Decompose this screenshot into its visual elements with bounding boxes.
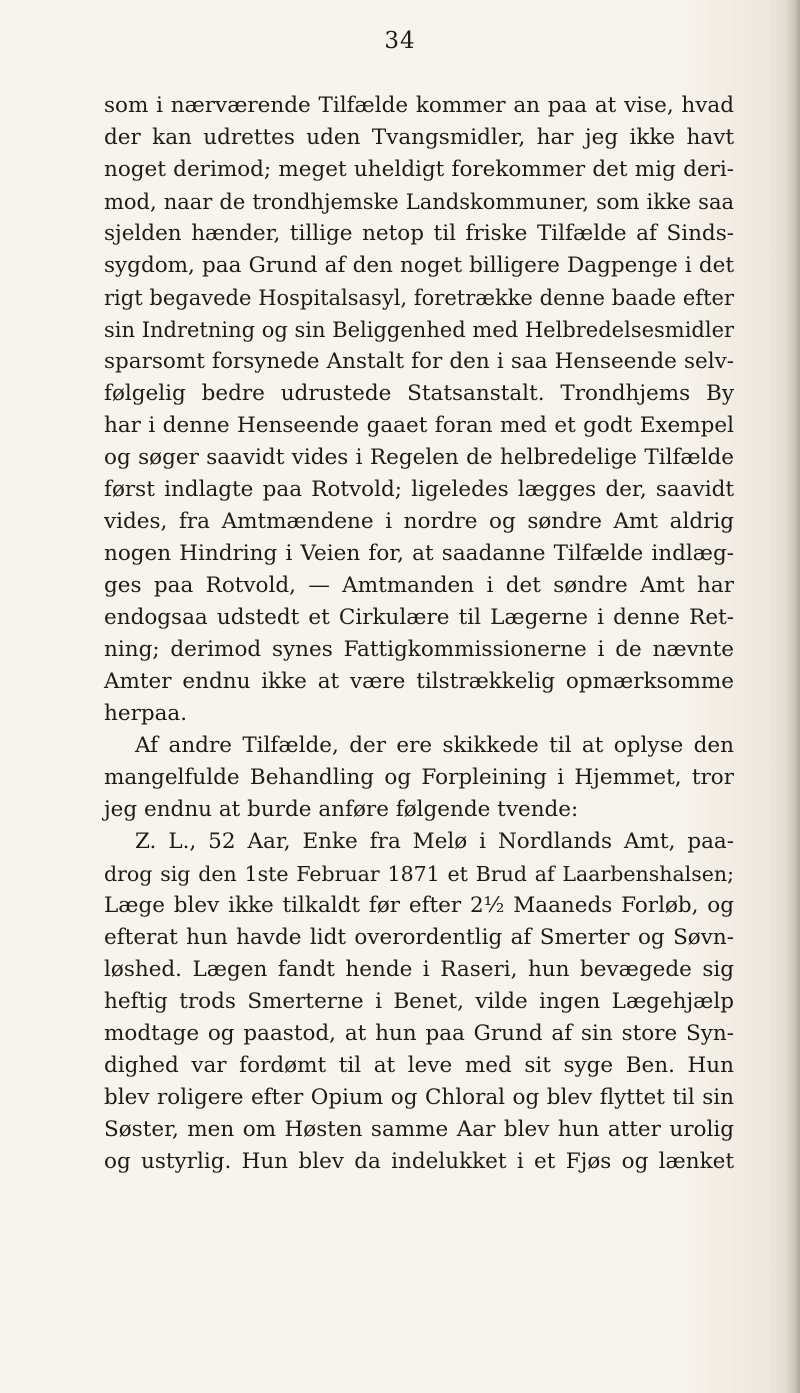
text-line: sjelden hænder, tillige netop til friske Tilfælde af Sinds-: [104, 221, 734, 246]
text-line: rigt begavede Hospitalsasyl, foretrække denne baade efter: [104, 286, 734, 310]
text-line: heftig trods Smerterne i Benet, vilde ingen Lægehjælp: [104, 989, 734, 1014]
text-line: som i nærværende Tilfælde kommer an paa at vise, hvad: [104, 93, 734, 118]
text-line: Søster, men om Høsten samme Aar blev hun atter urolig: [104, 1117, 734, 1142]
text-line: ges paa Rotvold, — Amtmanden i det søndre Amt har: [104, 573, 734, 598]
text-line: først indlagte paa Rotvold; ligeledes lægges der, saavidt: [104, 477, 734, 502]
text-line: vides, fra Amtmændene i nordre og søndre Amt aldrig: [104, 509, 734, 534]
page-edge-shadow: [786, 0, 800, 1393]
text-line: sparsomt forsynede Anstalt for den i saa Henseende selv-: [104, 349, 734, 374]
text-line: har i denne Henseende gaaet foran med et godt Exempel: [104, 413, 734, 438]
text-line: noget derimod; meget uheldigt forekommer det mig deri-: [104, 157, 734, 182]
text-line: sygdom, paa Grund af den noget billigere Dagpenge i det: [104, 253, 734, 278]
text-line: mod, naar de trondhjemske Landskommuner, som ikke saa: [104, 190, 734, 214]
text-line: blev roligere efter Opium og Chloral og blev flyttet til sin: [104, 1085, 734, 1110]
text-line: der kan udrettes uden Tvangsmidler, har jeg ikke havt: [104, 125, 734, 150]
text-line: nogen Hindring i Veien for, at saadanne Tilfælde indlæg-: [104, 541, 734, 566]
text-line: løshed. Lægen fandt hende i Raseri, hun bevægede sig: [104, 957, 734, 982]
text-line: sin Indretning og sin Beliggenhed med Helbredelsesmidler: [104, 318, 735, 342]
text-line: Z. L., 52 Aar, Enke fra Melø i Nordlands Amt, paa-: [135, 829, 734, 854]
text-line: endogsaa udstedt et Cirkulære til Lægerne i denne Ret-: [104, 605, 734, 630]
text-line: mangelfulde Behandling og Forpleining i Hjemmet, tror: [104, 765, 734, 790]
text-line: følgelig bedre udrustede Statsanstalt. Trondhjems By: [104, 381, 734, 406]
text-line: ning; derimod synes Fattigkommissionerne i de nævnte: [104, 637, 734, 662]
text-line: og søger saavidt vides i Regelen de helbredelige Tilfælde: [104, 445, 734, 470]
page-number: 34: [384, 28, 416, 54]
text-line: Amter endnu ikke at være tilstrækkelig opmærksomme: [104, 669, 734, 694]
text-line: herpaa.: [104, 701, 188, 726]
text-line: jeg endnu at burde anføre følgende tvende:: [104, 797, 579, 822]
text-line: og ustyrlig. Hun blev da indelukket i et Fjøs og lænket: [104, 1149, 734, 1174]
text-line: dighed var fordømt til at leve med sit syge Ben. Hun: [104, 1053, 734, 1078]
text-line: modtage og paastod, at hun paa Grund af sin store Syn-: [104, 1021, 734, 1046]
text-line: Læge blev ikke tilkaldt før efter 2½ Maaneds Forløb, og: [104, 893, 734, 918]
body-text: [104, 90, 734, 1178]
text-line: efterat hun havde lidt overordentlig af Smerter og Søvn-: [104, 925, 734, 950]
text-line: drog sig den 1ste Februar 1871 et Brud af Laarbenshalsen;: [104, 862, 734, 886]
text-line: Af andre Tilfælde, der ere skikkede til at oplyse den: [135, 733, 734, 758]
